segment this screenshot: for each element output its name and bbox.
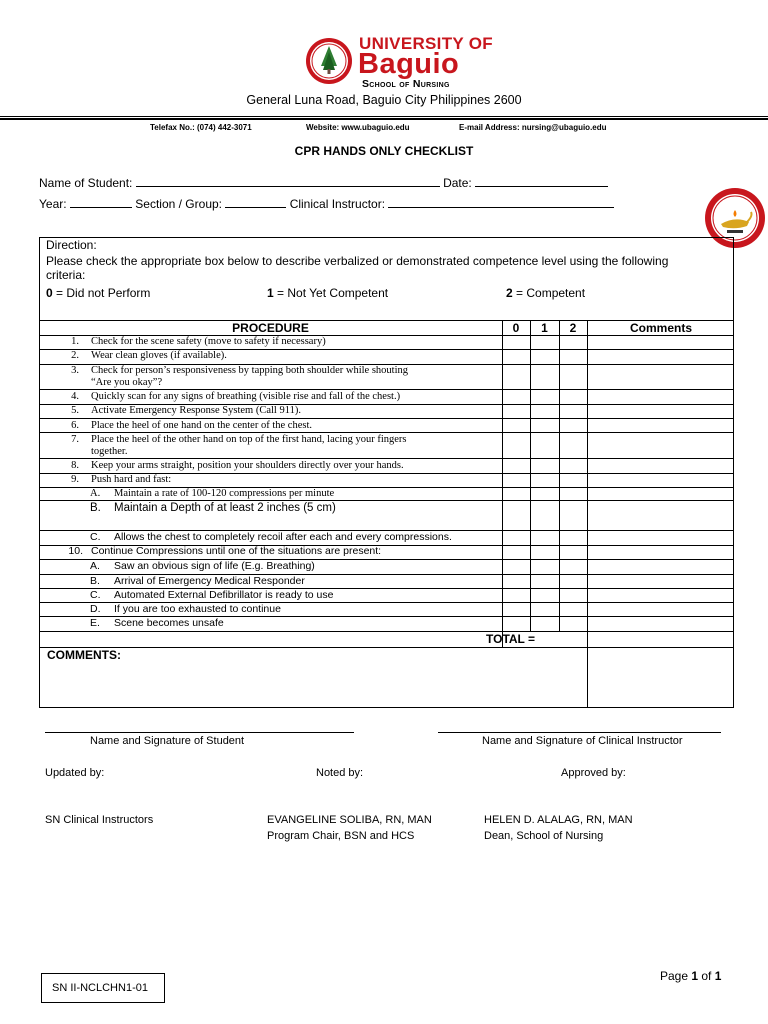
step-text: Check for person’s responsiveness by tapping both shoulder while shouting [91, 365, 408, 376]
page-total: 1 [714, 969, 722, 983]
section-group-field[interactable] [225, 196, 286, 208]
form-title: CPR HANDS ONLY CHECKLIST [294, 144, 474, 158]
grid-col-line [530, 320, 531, 631]
criteria-1 [267, 286, 388, 300]
criteria-score: 1 [267, 286, 274, 300]
sub-step-text: Maintain a rate of 100-120 compressions per minute [114, 488, 335, 499]
sub-step-text: Maintain a Depth of at least 2 inches (5 cm) [114, 502, 336, 514]
sub-step-letter: D. [90, 603, 101, 615]
grid-line [39, 500, 734, 501]
step-text: Place the heel of the other hand on top of the first hand, lacing your fingers [91, 434, 407, 445]
university-name-line2: Baguio [358, 48, 460, 80]
grid-col-line [587, 320, 588, 708]
header-rule-thick [0, 118, 768, 120]
sub-step-letter: A. [90, 560, 100, 572]
page-current: 1 [691, 969, 699, 983]
criteria-label: = Competent [512, 286, 586, 300]
grid-line [39, 389, 734, 390]
sub-step-text: Arrival of Emergency Medical Responder [114, 575, 305, 587]
step-text: Wear clean gloves (if available). [91, 350, 227, 361]
direction-text-line1: Please check the appropriate box below to describe verbalized or demonstrated competence level using the following [46, 254, 669, 268]
score-2-header: 2 [569, 321, 577, 335]
approved-by-title: Dean, School of Nursing [484, 830, 604, 842]
criteria-label: = Did not Perform [52, 286, 151, 300]
step-number: 3. [71, 365, 79, 376]
criteria-0 [46, 286, 150, 300]
class-info-line [39, 196, 614, 211]
step-text-continued: “Are you okay”? [91, 377, 163, 388]
step-number: 9. [71, 474, 79, 485]
sub-step-letter: B. [90, 502, 101, 514]
step-number: 8. [71, 460, 79, 471]
sub-step-text: Automated External Defibrillator is ready to use [114, 589, 334, 601]
updated-by-label: Updated by: [45, 767, 105, 779]
noted-by-title: Program Chair, BSN and HCS [267, 830, 415, 842]
name-of-student-label: Name of Student: [39, 176, 133, 190]
date-field[interactable] [475, 175, 608, 187]
instructor-signature-line[interactable] [438, 732, 721, 733]
noted-by-name: EVANGELINE SOLIBA, RN, MAN [267, 814, 432, 826]
total-label: TOTAL = [486, 632, 536, 646]
step-text: Quickly scan for any signs of breathing (visible rise and fall of the chest.) [91, 391, 401, 402]
sub-step-letter: B. [90, 575, 100, 587]
direction-text-line2: criteria: [46, 268, 86, 282]
step-text: Push hard and fast: [91, 474, 172, 485]
step-number: 1. [71, 336, 79, 347]
sub-step-text: If you are too exhausted to continue [114, 603, 281, 615]
grid-line [39, 631, 734, 632]
comments-label: COMMENTS: [47, 648, 121, 662]
criteria-2 [506, 286, 585, 300]
school-name: School of Nursing [362, 78, 450, 90]
sub-step-letter: C. [90, 531, 101, 543]
grid-line [39, 432, 734, 433]
student-signature-label: Name and Signature of Student [90, 735, 245, 747]
section-group-label: Section / Group: [135, 197, 222, 211]
website[interactable]: Website: www.ubaguio.edu [306, 123, 410, 132]
page-prefix: Page [660, 969, 692, 983]
step-number: 6. [71, 420, 79, 431]
header-rule [0, 116, 768, 117]
procedure-header: PROCEDURE [232, 321, 309, 335]
university-seal-logo [304, 36, 354, 86]
sub-step-text: Saw an obvious sign of life (E.g. Breathing) [114, 560, 315, 572]
page-number [660, 969, 721, 983]
step-number: 7. [71, 434, 79, 445]
step-text: Activate Emergency Response System (Call 911). [91, 405, 301, 416]
approved-by-label: Approved by: [561, 767, 626, 779]
score-0-header: 0 [512, 321, 520, 335]
university-name-line1: UNIVERSITY OF [359, 34, 493, 53]
grid-col-line [502, 320, 503, 647]
telefax: Telefax No.: (074) 442-3071 [150, 123, 252, 132]
year-field[interactable] [70, 196, 132, 208]
criteria-score: 2 [506, 286, 513, 300]
year-label: Year: [39, 197, 67, 211]
comments-header: Comments [629, 321, 692, 335]
sub-step-text: Allows the chest to completely recoil after each and every compressions. [114, 531, 452, 543]
step-text: Place the heel of one hand on the center of the chest. [91, 420, 312, 431]
approved-by-name: HELEN D. ALALAG, RN, MAN [484, 814, 633, 826]
grid-line [39, 647, 734, 648]
step-text-continued: together. [91, 446, 128, 457]
step-number: 5. [71, 405, 79, 416]
updated-by-name: SN Clinical Instructors [45, 814, 154, 826]
name-of-student-field[interactable] [136, 175, 440, 187]
direction-heading: Direction: [46, 238, 97, 252]
grid-line [39, 458, 734, 459]
grid-col-line [559, 320, 560, 631]
email-address[interactable]: E-mail Address: nursing@ubaguio.edu [459, 123, 607, 132]
student-info-line [39, 175, 608, 190]
address: General Luna Road, Baguio City Philippines 2600 [246, 93, 522, 107]
sub-step-letter: E. [90, 617, 100, 629]
date-label: Date: [443, 176, 472, 190]
clinical-instructor-field[interactable] [388, 196, 614, 208]
score-1-header: 1 [541, 321, 548, 335]
document-code: SN II-NCLCHN1-01 [41, 973, 165, 1003]
criteria-label: = Not Yet Competent [273, 286, 389, 300]
step-number: 10. [68, 545, 83, 557]
sub-step-letter: A. [90, 488, 101, 499]
criteria-score: 0 [46, 286, 53, 300]
step-text: Check for the scene safety (move to safety if necessary) [91, 336, 326, 347]
instructor-signature-label: Name and Signature of Clinical Instructor [482, 735, 683, 747]
step-number: 4. [71, 391, 79, 402]
noted-by-label: Noted by: [316, 767, 364, 779]
grid-line [39, 418, 734, 419]
page-of: of [698, 969, 715, 983]
clinical-instructor-label: Clinical Instructor: [289, 197, 386, 211]
step-number: 2. [71, 350, 79, 361]
sub-step-letter: C. [90, 589, 101, 601]
student-signature-line[interactable] [45, 732, 354, 733]
step-text: Continue Compressions until one of the situations are present: [91, 545, 382, 557]
sub-step-text: Scene becomes unsafe [114, 617, 224, 629]
step-text: Keep your arms straight, position your shoulders directly over your hands. [91, 460, 404, 471]
